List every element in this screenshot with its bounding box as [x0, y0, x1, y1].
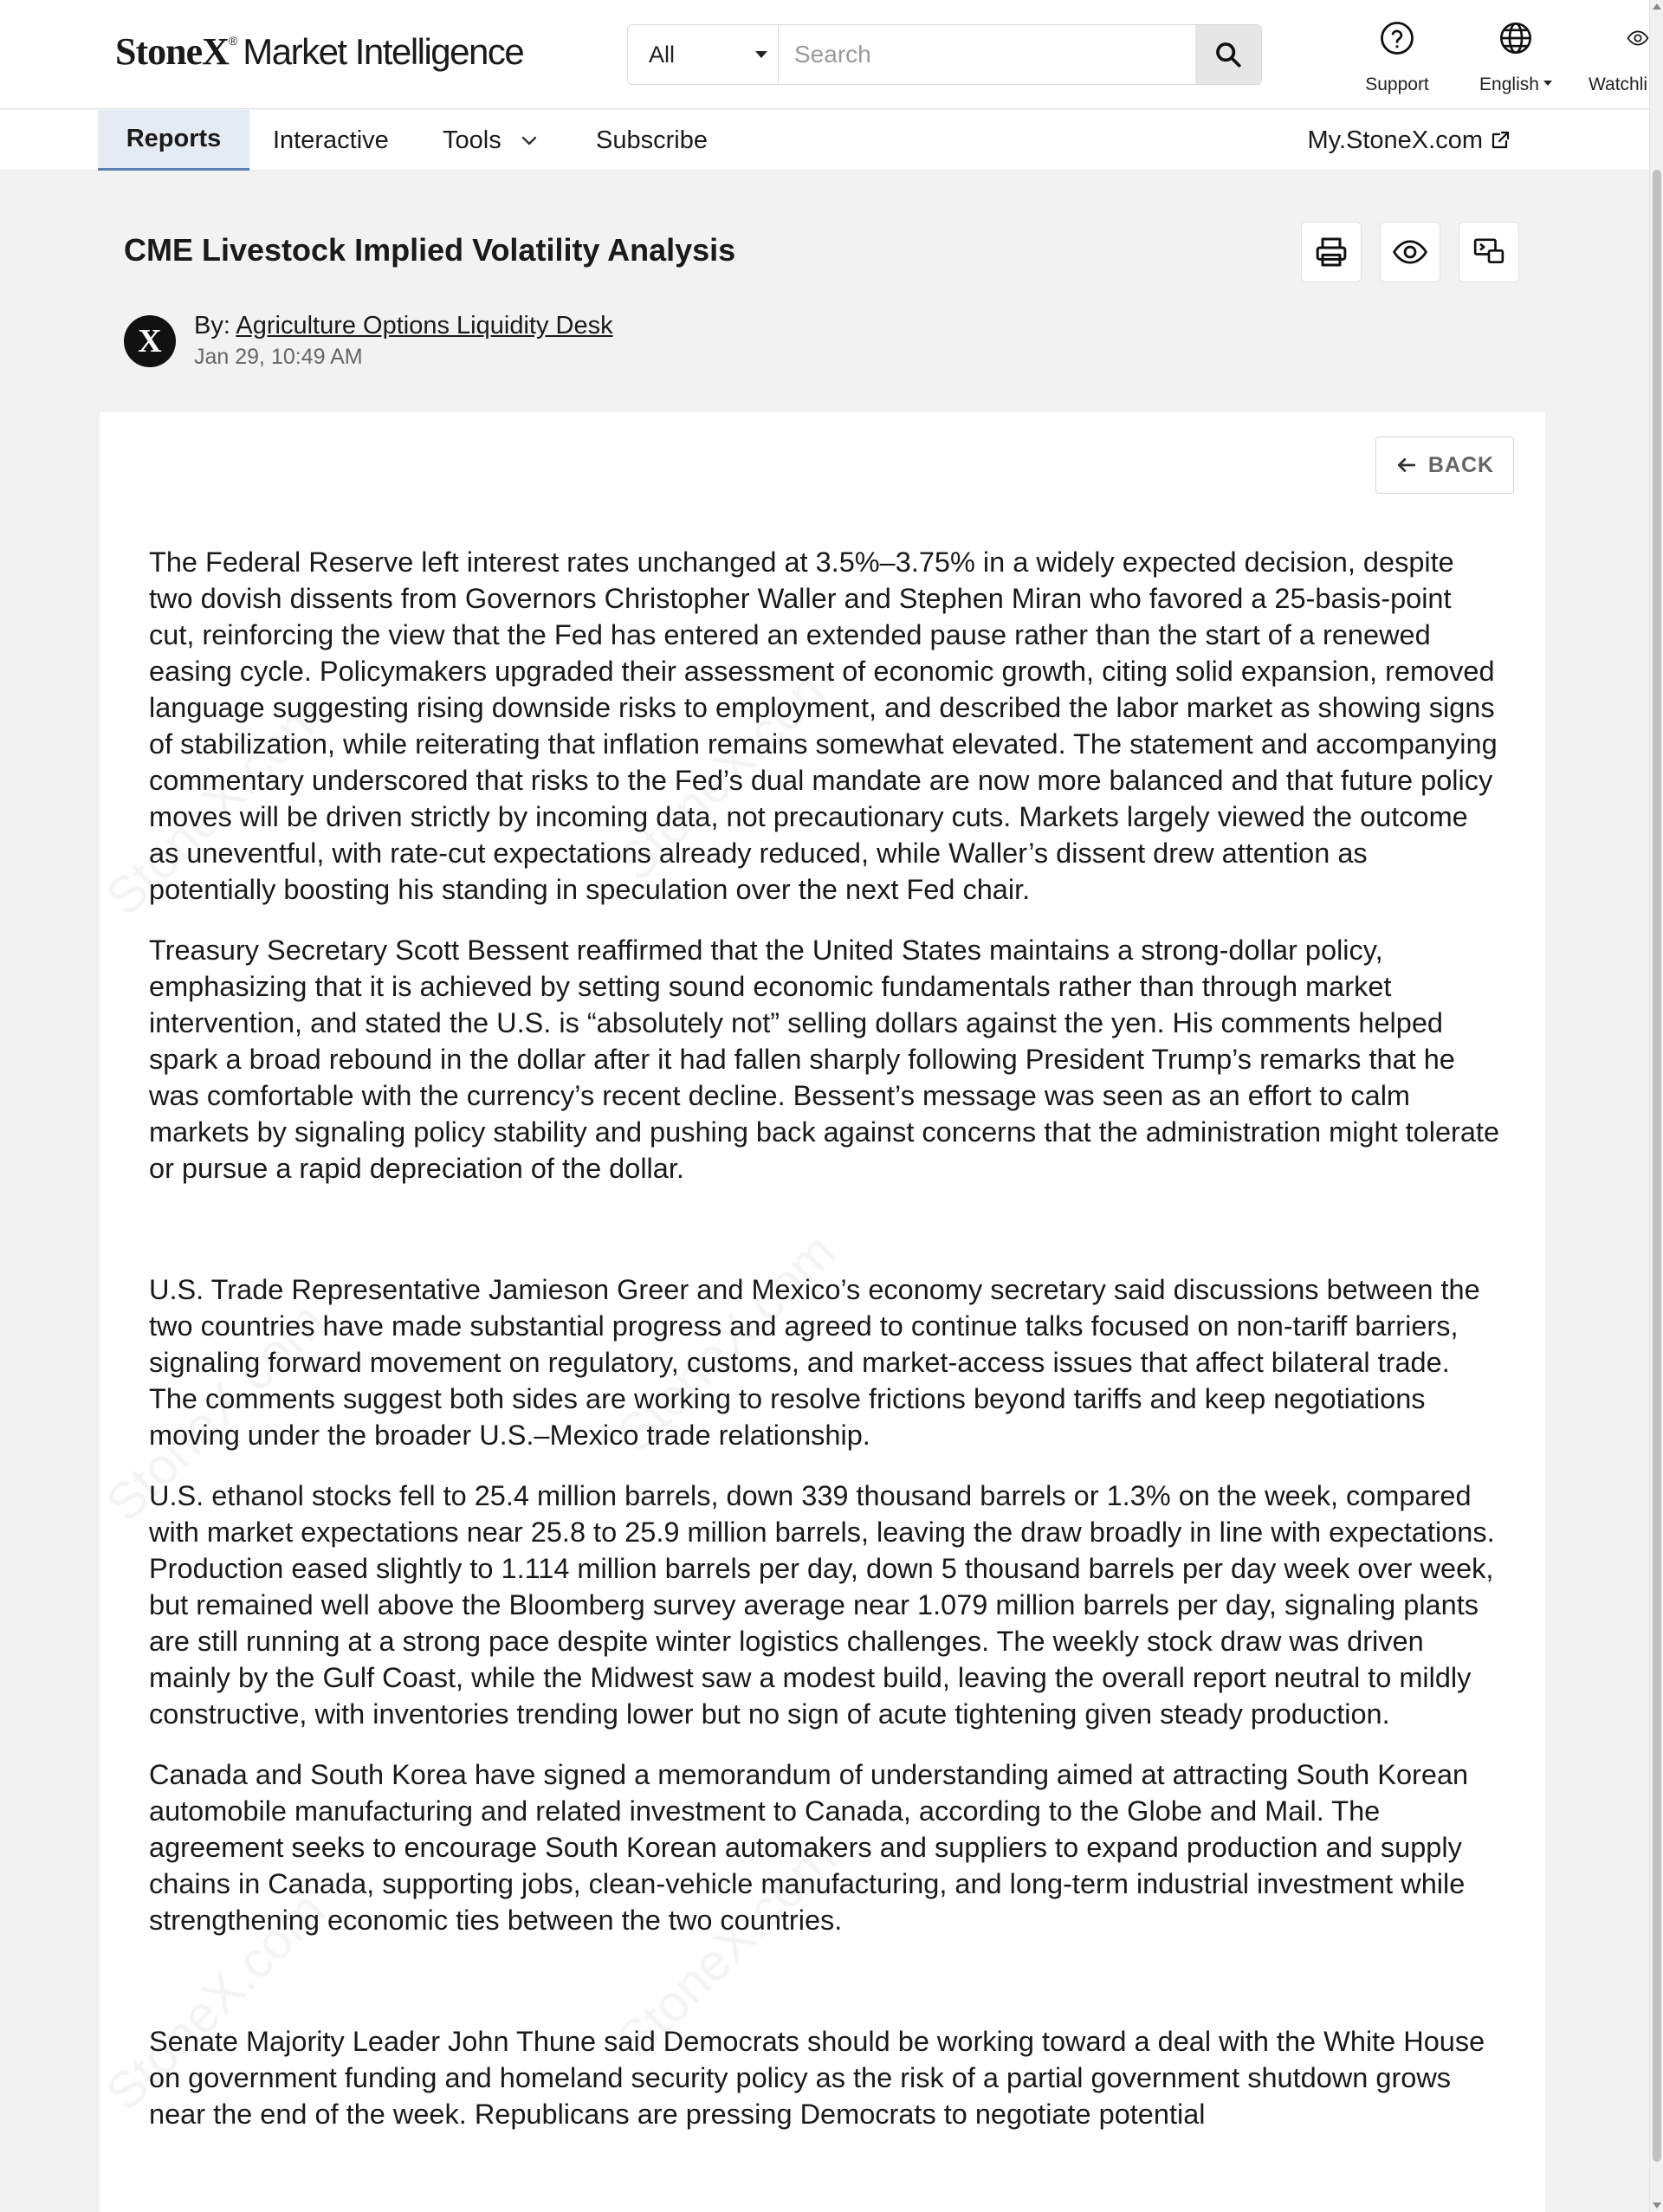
main-nav: [0, 110, 1649, 171]
mystonex-link-label: My.StoneX.com: [1307, 126, 1483, 154]
eye-icon: [1392, 234, 1428, 270]
globe-icon: [1498, 21, 1533, 55]
tab-reports[interactable]: [98, 110, 249, 171]
logo-trademark: ®: [228, 34, 238, 48]
tab-subscribe[interactable]: [596, 110, 708, 171]
scroll-thumb[interactable]: [1653, 170, 1661, 2162]
arrow-left-icon: [1395, 454, 1418, 476]
printer-icon: [1314, 235, 1349, 269]
search-scope-select[interactable]: [628, 25, 779, 84]
back-label: BACK: [1427, 452, 1495, 477]
chevron-down-icon: [519, 130, 540, 151]
logo-product: Market Intelligence: [243, 31, 524, 72]
chevron-down-icon: [1543, 81, 1552, 86]
search-bar: [627, 24, 1262, 85]
present-button[interactable]: [1459, 222, 1519, 282]
article-body: [149, 544, 1500, 2157]
watchlist-label: Watchli: [1589, 74, 1648, 94]
stonex-logo[interactable]: [115, 29, 523, 78]
tab-tools[interactable]: [443, 110, 540, 171]
question-circle-icon: [1379, 20, 1415, 56]
author-link[interactable]: Agriculture Options Liquidity Desk: [236, 312, 613, 340]
back-button[interactable]: [1375, 437, 1514, 494]
reading-view-button[interactable]: [1380, 222, 1440, 282]
article-paragraph: U.S. Trade Representative Jamieson Greer and Mexico’s economy secretary said discussions between the two countries have made substantial progress and agreed to continue talks focused on non-tariff barriers, signaling forward movement on regulatory, customs, and market-access issues that affect bilateral trade. The comments suggest both sides are working to resolve frictions beyond tariffs and keep negotiations moving under the broader U.S.–Mexico trade relationship.: [149, 1274, 1480, 1451]
page-title: CME Livestock Implied Volatility Analysis: [124, 232, 736, 268]
search-icon: [1213, 40, 1243, 69]
support-button[interactable]: [1341, 19, 1453, 95]
article-paragraph: U.S. ethanol stocks fell to 25.4 million barrels, down 339 thousand barrels or 1.3% on the week, compared with market expectations near 25.8 to 25.9 million barrels, leaving the draw broadly in line with expectations. Production eased slightly to 1.114 million barrels per day, down 5 thousand barrels per day week over week, but remained well above the Bloomberg survey average near 1.079 million barrels per day, signaling plants are still running at a strong pace despite winter logistics challenges. The weekly stock draw was driven mainly by the Gulf Coast, while the Midwest saw a modest build, leaving the overall report neutral to mildly constructive, with inventories trending lower but no sign of acute tightening given steady production.: [149, 1480, 1495, 1730]
tab-interactive-label: Interactive: [273, 126, 389, 154]
scroll-down-arrow-icon[interactable]: [1653, 2202, 1661, 2209]
external-link-icon: [1490, 130, 1511, 151]
publish-date: Jan 29, 10:49 AM: [194, 345, 363, 369]
caret-down-icon: [755, 51, 767, 58]
top-header: [0, 0, 1649, 109]
language-label: English: [1479, 74, 1539, 94]
support-label: Support: [1365, 74, 1429, 94]
search-scope-value: All: [649, 41, 676, 68]
screen-share-icon: [1472, 235, 1506, 269]
tab-interactive[interactable]: [273, 110, 389, 171]
eye-icon: [1627, 20, 1649, 56]
mystonex-link[interactable]: [1307, 110, 1511, 171]
print-button[interactable]: [1301, 222, 1362, 282]
scroll-up-arrow-icon[interactable]: [1653, 3, 1661, 10]
article-paragraph: Senate Majority Leader John Thune said Democrats should be working toward a deal with the White House on government funding and homeland security policy as the risk of a partial government shutdown grows near the end of the week. Republicans are pressing Democrats to negotiate potential: [149, 2026, 1485, 2130]
article-paragraph: Treasury Secretary Scott Bessent reaffirmed that the United States maintains a strong-dollar policy, emphasizing that it is achieved by setting sound economic fundamentals rather than through market intervention, and stated the U.S. is “absolutely not” selling dollars against the yen. His comments helped spark a broad rebound in the dollar after it had fallen sharply following President Trump’s remarks that he was comfortable with the currency’s recent decline. Bessent’s message was seen as an effort to calm markets by signaling policy stability and pushing back against concerns that the administration might tolerate or pursue a rapid depreciation of the dollar.: [149, 935, 1500, 1184]
search-button[interactable]: [1195, 25, 1261, 84]
page-scrollbar[interactable]: [1649, 0, 1663, 2212]
article-card: [100, 412, 1545, 2212]
search-input[interactable]: [779, 25, 1195, 84]
tab-subscribe-label: Subscribe: [596, 126, 708, 154]
byline-prefix: By:: [194, 312, 230, 340]
language-selector[interactable]: [1455, 19, 1576, 95]
tab-tools-label: Tools: [443, 126, 501, 154]
author-avatar: X: [124, 315, 176, 367]
byline: [194, 312, 613, 340]
article-paragraph: Canada and South Korea have signed a memorandum of understanding aimed at attracting South Korean automobile manufacturing and related investment to Canada, according to the Globe and Mail. The agreement seeks to encourage South Korean automakers and suppliers to expand production and supply chains in Canada, supporting jobs, clean-vehicle manufacturing, and long-term industrial investment while strengthening economic ties between the two countries.: [149, 1759, 1469, 1936]
watchlist-button[interactable]: [1582, 19, 1649, 95]
logo-brand: StoneX: [115, 30, 229, 73]
article-paragraph: The Federal Reserve left interest rates unchanged at 3.5%–3.75% in a widely expected decision, despite two dovish dissents from Governors Christopher Waller and Stephen Miran who favored a 25-basis-point cut, reinforcing the view that the Fed has entered an extended pause rather than the start of a renewed easing cycle. Policymakers upgraded their assessment of economic growth, citing solid expansion, removed language suggesting rising downside risks to employment, and described the labor market as showing signs of stabilization, while reiterating that inflation remains somewhat elevated. The statement and accompanying commentary underscored that risks to the Fed’s dual mandate are now more balanced and that future policy moves will be driven strictly by incoming data, not precautionary cuts. Markets largely viewed the outcome as uneventful, with rate-cut expectations already reduced, while Waller’s dissent drew attention as potentially boosting his standing in speculation over the next Fed chair.: [149, 547, 1498, 905]
tab-reports-label: Reports: [126, 125, 222, 152]
